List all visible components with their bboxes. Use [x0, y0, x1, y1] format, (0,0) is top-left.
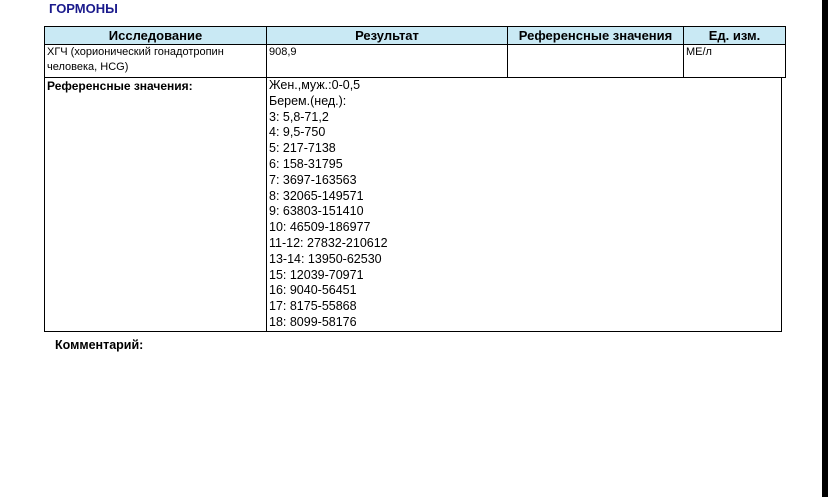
reference-line: 10: 46509-186977 [269, 220, 371, 235]
reference-line: 9: 63803-151410 [269, 204, 364, 219]
reference-line: 6: 158-31795 [269, 156, 343, 171]
cell-reference [508, 45, 684, 78]
cell-study: ХГЧ (хорионический гонадотропин человека, HCG) [45, 45, 267, 78]
reference-line: 16: 9040-56451 [269, 283, 357, 298]
reference-line: 7: 3697-163563 [269, 172, 357, 187]
cell-unit: МЕ/л [684, 45, 786, 78]
reference-line: 17: 8175-55868 [269, 299, 357, 314]
reference-line: Жен.,муж.:0-0,5 [269, 78, 361, 92]
reference-line: Берем.(нед.): [269, 93, 347, 108]
reference-line: 15: 12039-70971 [269, 267, 364, 282]
reference-line: 11-12: 27832-210612 [269, 235, 388, 250]
reference-values-table [44, 77, 782, 332]
reference-values-label: Референсные значения: [45, 78, 267, 332]
header-reference: Референсные значения [508, 27, 684, 45]
header-study: Исследование [45, 27, 267, 45]
section-title: ГОРМОНЫ [49, 1, 118, 16]
header-result: Результат [267, 27, 508, 45]
header-unit: Ед. изм. [684, 27, 786, 45]
reference-line: 18: 8099-58176 [269, 314, 357, 329]
reference-values-list [267, 78, 782, 332]
reference-line: 5: 217-7138 [269, 141, 336, 156]
reference-line: 4: 9,5-750 [269, 125, 326, 140]
reference-line: 8: 32065-149571 [269, 188, 364, 203]
table-header-row [45, 27, 786, 45]
comment-label: Комментарий: [55, 338, 144, 352]
reference-line: 13-14: 13950-62530 [269, 251, 382, 266]
table-row [45, 45, 786, 78]
results-table [44, 26, 786, 78]
reference-line: 3: 5,8-71,2 [269, 109, 329, 124]
cell-result: 908,9 [267, 45, 508, 78]
